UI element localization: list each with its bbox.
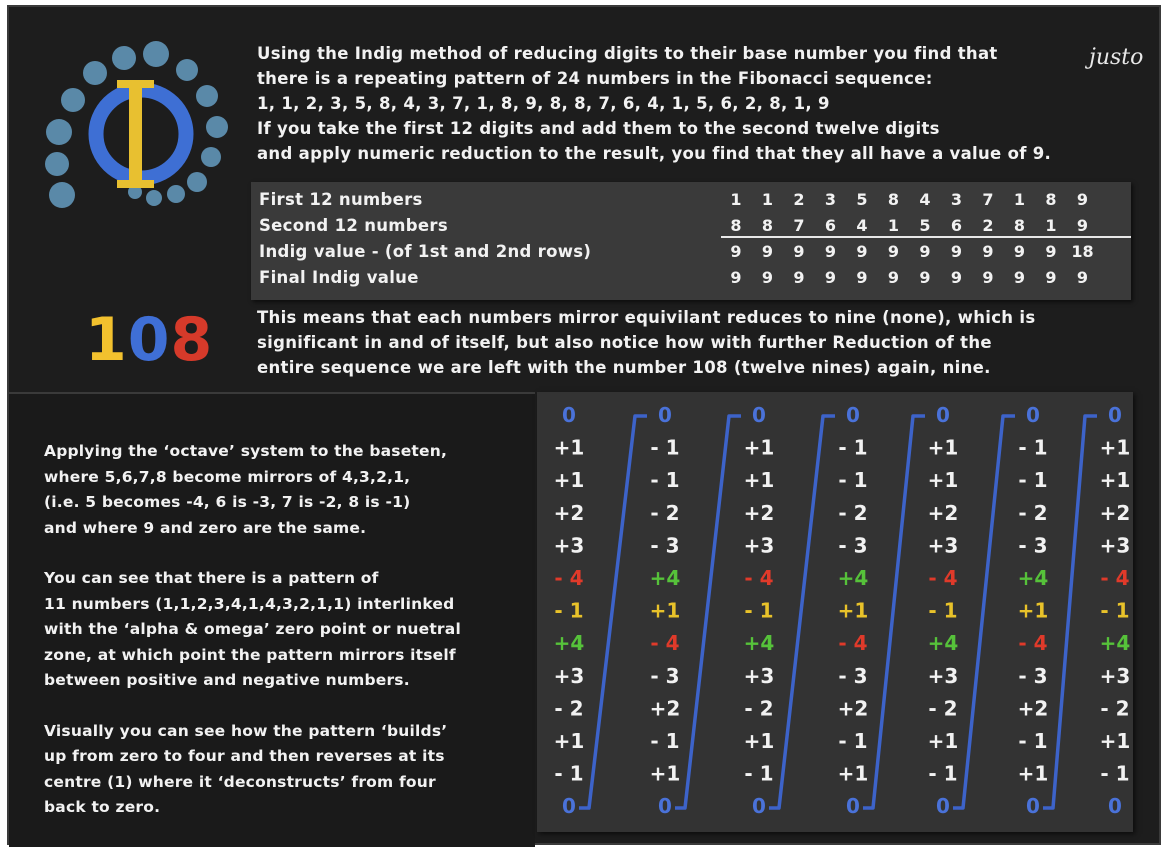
pattern-value: - 1 xyxy=(928,761,958,786)
table-cell: 9 xyxy=(856,242,868,261)
pattern-value: 0 xyxy=(936,794,950,819)
table-cell: 18 xyxy=(1071,242,1094,261)
explanation-line: Visually you can see how the pattern ‘builds’ xyxy=(44,721,448,740)
intro-line: and apply numeric reduction to the result, you find that they all have a value of 9. xyxy=(257,144,1052,163)
zero-link-connector xyxy=(579,416,647,808)
number-table xyxy=(251,182,1131,300)
pattern-value: +1 xyxy=(649,598,681,623)
pattern-value: +1 xyxy=(1017,761,1049,786)
pattern-value: 0 xyxy=(658,794,672,819)
zero-link-connector xyxy=(675,416,741,808)
pattern-value: 0 xyxy=(1108,794,1122,819)
pattern-value: 0 xyxy=(658,403,672,427)
explanation-line: up from zero to four and then reverses at its xyxy=(44,747,445,765)
pattern-value: +3 xyxy=(553,663,585,688)
pattern-value: - 1 xyxy=(650,435,680,460)
table-cell: 9 xyxy=(950,268,963,287)
table-row xyxy=(251,188,1131,213)
pattern-value: - 1 xyxy=(838,468,868,493)
pattern-value: 0 xyxy=(846,794,860,819)
table-cell: 7 xyxy=(982,190,994,209)
pattern-value: - 1 xyxy=(928,598,958,623)
table-cell: 4 xyxy=(919,190,931,209)
explanation-line: You can see that there is a pattern of xyxy=(44,569,379,587)
pattern-value: +1 xyxy=(1017,598,1049,623)
intro-line: there is a repeating pattern of 24 numbers in the Fibonacci sequence: xyxy=(257,69,933,88)
table-row xyxy=(251,240,1131,265)
pattern-value: +1 xyxy=(837,598,869,623)
pattern-value: +3 xyxy=(1099,533,1131,558)
zero-link-connector xyxy=(953,416,1015,808)
pattern-value: - 4 xyxy=(744,566,774,590)
explanation-line: and where 9 and zero are the same. xyxy=(44,518,367,537)
pattern-value: 0 xyxy=(1026,794,1040,819)
pattern-value: 0 xyxy=(562,403,576,427)
pattern-value: - 3 xyxy=(650,663,680,688)
pattern-value: - 1 xyxy=(1018,729,1048,753)
row-label: First 12 numbers xyxy=(259,190,423,209)
table-cell: 3 xyxy=(824,190,837,209)
explanation-paragraph xyxy=(44,566,524,694)
pattern-value: +2 xyxy=(927,500,959,525)
pattern-value: +3 xyxy=(743,663,775,688)
pattern-value: +2 xyxy=(1099,500,1131,525)
pattern-value: - 4 xyxy=(928,566,958,590)
mirror-text xyxy=(257,305,1137,380)
explanation-line: (i.e. 5 becomes -4, 6 is -3, 7 is -2, 8 is -1) xyxy=(44,493,411,511)
table-row xyxy=(251,266,1131,291)
table-cell: 1 xyxy=(1045,216,1057,235)
table-cell: 8 xyxy=(1045,190,1057,209)
table-cell: 9 xyxy=(761,242,774,261)
pattern-value: - 2 xyxy=(928,696,958,721)
pattern-value: - 4 xyxy=(650,631,680,656)
pattern-value: +4 xyxy=(553,631,585,656)
pattern-value: +3 xyxy=(743,533,775,558)
pattern-value: - 2 xyxy=(554,696,584,721)
zero-link-connector xyxy=(863,416,925,808)
table-cell: 9 xyxy=(1076,268,1089,287)
pattern-value: +2 xyxy=(553,500,585,525)
infographic-frame xyxy=(7,5,1161,845)
digit-8: 8 xyxy=(170,305,214,375)
table-cell: 8 xyxy=(887,190,900,209)
pattern-value: - 1 xyxy=(554,761,584,786)
pattern-value: +1 xyxy=(743,468,775,493)
table-cell: 9 xyxy=(982,268,994,287)
pattern-value: - 3 xyxy=(650,533,680,558)
pattern-value: +4 xyxy=(649,566,681,590)
table-cell: 4 xyxy=(856,216,868,235)
row-label: Indig value - (of 1st and 2nd rows) xyxy=(259,242,592,261)
table-cell: 5 xyxy=(856,190,868,209)
table-cell: 9 xyxy=(1013,242,1026,261)
pattern-value: 0 xyxy=(1108,403,1122,427)
pattern-value: 0 xyxy=(936,403,950,427)
mirror-line: This means that each numbers mirror equivilant reduces to nine (none), which is xyxy=(257,308,1036,327)
table-cell: 9 xyxy=(1045,268,1057,287)
pattern-value: - 2 xyxy=(744,696,774,721)
explanation-paragraph xyxy=(44,719,524,821)
explanation-line: with the ‘alpha & omega’ zero point or nuetral xyxy=(44,620,461,638)
pattern-value: - 2 xyxy=(838,500,868,525)
pattern-value: - 2 xyxy=(1100,696,1130,721)
pattern-value: +1 xyxy=(1099,468,1131,493)
pattern-value: - 1 xyxy=(1018,468,1048,493)
table-cell: 9 xyxy=(982,242,994,261)
pattern-value: 0 xyxy=(562,794,576,819)
pattern-value: 0 xyxy=(1026,403,1040,427)
pattern-value: - 1 xyxy=(650,729,680,753)
pattern-value: +3 xyxy=(1099,663,1131,688)
table-cell: 9 xyxy=(824,242,837,261)
table-cell: 6 xyxy=(950,216,963,235)
table-cell: 9 xyxy=(793,268,805,287)
octave-pattern-grid xyxy=(537,392,1133,832)
pattern-value: +3 xyxy=(553,533,585,558)
pattern-value: +1 xyxy=(553,435,585,460)
pattern-value: +4 xyxy=(1099,631,1131,656)
row-label: Second 12 numbers xyxy=(259,216,448,235)
mirror-line: significant in and of itself, but also notice how with further Reduction of the xyxy=(257,333,992,352)
pattern-value: - 4 xyxy=(1100,566,1130,590)
pattern-value: +1 xyxy=(1099,729,1131,753)
pattern-value: - 1 xyxy=(838,729,868,753)
pattern-value: - 3 xyxy=(1018,533,1048,558)
phi-logo xyxy=(29,32,244,227)
table-cell: 9 xyxy=(1045,242,1057,261)
pattern-value: +1 xyxy=(927,468,959,493)
table-cell: 9 xyxy=(1076,190,1089,209)
table-cell: 9 xyxy=(1076,216,1089,235)
explanation-line: between positive and negative numbers. xyxy=(44,671,410,689)
pattern-value: +1 xyxy=(743,435,775,460)
mirror-line: entire sequence we are left with the number 108 (twelve nines) again, nine. xyxy=(257,358,991,377)
table-cell: 9 xyxy=(887,242,900,261)
zero-link-connector xyxy=(769,416,835,808)
table-cell: 9 xyxy=(761,268,774,287)
pattern-value: +1 xyxy=(743,729,775,753)
table-row xyxy=(251,214,1131,239)
pattern-value: - 1 xyxy=(1018,435,1048,460)
pattern-value: +4 xyxy=(927,631,959,656)
table-cell: 3 xyxy=(950,190,963,209)
table-cell: 8 xyxy=(761,216,774,235)
table-cell: 8 xyxy=(730,216,742,235)
table-cell: 9 xyxy=(793,242,805,261)
table-cell: 6 xyxy=(824,216,837,235)
pattern-value: +4 xyxy=(837,566,869,590)
pattern-value: 0 xyxy=(752,403,766,427)
pattern-value: +1 xyxy=(649,761,681,786)
intro-text xyxy=(257,41,1137,166)
pattern-value: +1 xyxy=(1099,435,1131,460)
pattern-value: - 2 xyxy=(1018,500,1048,525)
pattern-value: - 1 xyxy=(744,761,774,786)
pattern-value: +2 xyxy=(743,500,775,525)
pattern-value: - 1 xyxy=(744,598,774,623)
pattern-value: - 3 xyxy=(1018,663,1048,688)
pattern-value: +3 xyxy=(927,533,959,558)
table-cell: 1 xyxy=(1013,190,1026,209)
digit-0: 0 xyxy=(127,305,171,375)
intro-line: 1, 1, 2, 3, 5, 8, 4, 3, 7, 1, 8, 9, 8, 8, 7, 6, 4, 1, 5, 6, 2, 8, 1, 9 xyxy=(257,94,830,113)
pattern-value: +1 xyxy=(837,761,869,786)
pattern-value: +4 xyxy=(1017,566,1049,590)
explanation-line: zone, at which point the pattern mirrors itself xyxy=(44,645,456,664)
table-cell: 9 xyxy=(887,268,900,287)
pattern-grid-svg xyxy=(537,392,1133,832)
pattern-value: +2 xyxy=(649,696,681,721)
signature: justo xyxy=(1089,45,1144,70)
row-label: Final Indig value xyxy=(259,268,419,287)
table-cell: 9 xyxy=(856,268,868,287)
digit-1: 1 xyxy=(85,305,128,375)
table-cell: 2 xyxy=(982,216,994,235)
pattern-value: +2 xyxy=(1017,696,1049,721)
pattern-value: +1 xyxy=(927,435,959,460)
pattern-value: - 1 xyxy=(554,598,584,623)
explanation-line: Applying the ‘octave’ system to the baseten, xyxy=(44,442,448,460)
explanation-line: back to zero. xyxy=(44,798,161,816)
table-cell: 9 xyxy=(730,242,742,261)
intro-line: If you take the first 12 digits and add them to the second twelve digits xyxy=(257,119,940,138)
pattern-value: 0 xyxy=(752,794,766,819)
explanation-line: centre (1) where it ‘deconstructs’ from four xyxy=(44,772,436,791)
pattern-value: - 1 xyxy=(1100,761,1130,786)
zero-link-connector xyxy=(1043,416,1097,808)
table-cell: 1 xyxy=(761,190,774,209)
table-cell: 8 xyxy=(1013,216,1026,235)
pattern-value: - 1 xyxy=(838,435,868,460)
pattern-value: - 2 xyxy=(650,500,680,525)
pattern-value: +1 xyxy=(553,468,585,493)
octave-explanation xyxy=(44,439,524,846)
table-cell: 9 xyxy=(1013,268,1026,287)
explanation-line: 11 numbers (1,1,2,3,4,1,4,3,2,1,1) interlinked xyxy=(44,594,455,613)
pattern-value: - 4 xyxy=(554,566,584,590)
pattern-value: - 3 xyxy=(838,663,868,688)
table-cell: 9 xyxy=(950,242,963,261)
table-cell: 5 xyxy=(919,216,931,235)
explanation-line: where 5,6,7,8 become mirrors of 4,3,2,1, xyxy=(44,467,411,486)
pattern-value: +2 xyxy=(837,696,869,721)
table-cell: 9 xyxy=(919,268,931,287)
pattern-value: +4 xyxy=(743,631,775,656)
explanation-paragraph xyxy=(44,439,524,541)
table-cell: 2 xyxy=(793,190,805,209)
pattern-value: - 4 xyxy=(1018,631,1048,656)
table-cell: 1 xyxy=(730,190,742,209)
pattern-value: +1 xyxy=(553,729,585,753)
pattern-value: 0 xyxy=(846,403,860,427)
table-cell: 9 xyxy=(919,242,931,261)
pattern-value: - 1 xyxy=(650,468,680,493)
pattern-value: - 4 xyxy=(838,631,868,656)
pattern-value: +1 xyxy=(927,729,959,753)
pattern-value: - 1 xyxy=(1100,598,1130,623)
intro-line: Using the Indig method of reducing digits to their base number you find that xyxy=(257,44,998,63)
number-108 xyxy=(85,305,213,375)
table-cell: 7 xyxy=(793,216,805,235)
table-cell: 9 xyxy=(730,268,742,287)
pattern-value: +3 xyxy=(927,663,959,688)
table-cell: 1 xyxy=(887,216,900,235)
pattern-value: - 3 xyxy=(838,533,868,558)
table-cell: 9 xyxy=(824,268,837,287)
